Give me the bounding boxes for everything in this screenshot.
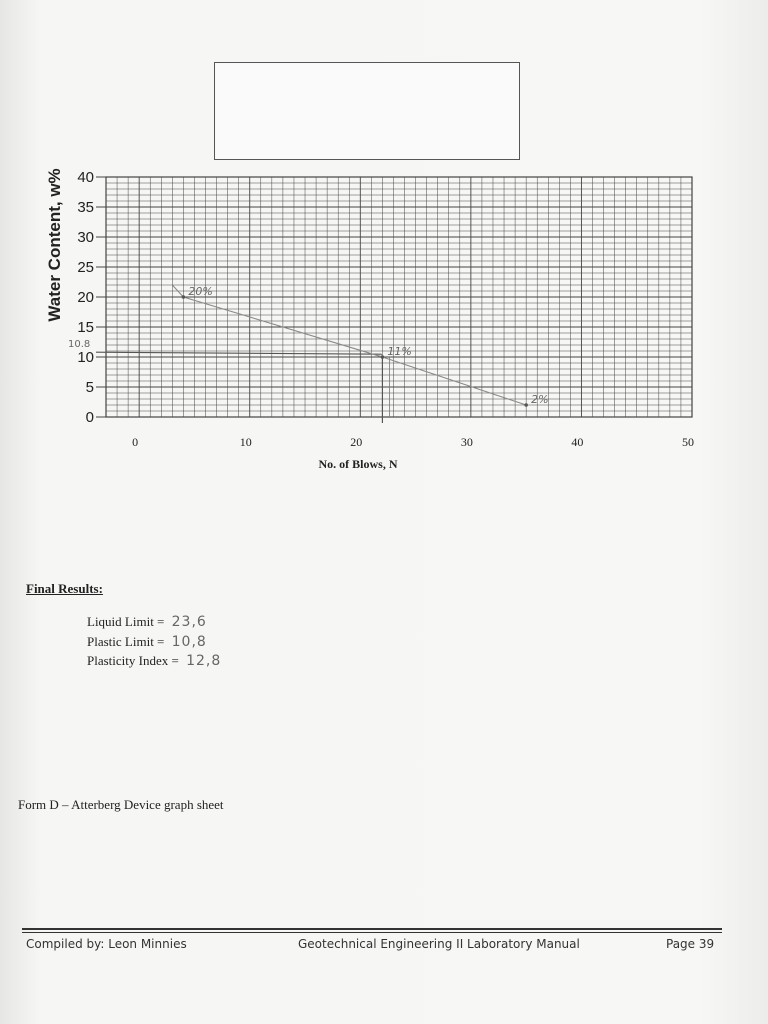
- x-tick-label: 50: [682, 435, 694, 449]
- x-tick-label: 10: [239, 435, 252, 449]
- y-tick-label: 30: [77, 229, 94, 246]
- x-axis-label: No. of Blows, N: [318, 457, 398, 471]
- plasticity-index-row: [87, 653, 221, 669]
- plastic-limit-value: 10,8: [171, 634, 207, 650]
- data-point: [182, 295, 186, 299]
- plasticity-index-value: 12,8: [186, 653, 222, 669]
- x-tick-label: 20: [350, 435, 363, 449]
- plastic-limit-row: [87, 634, 207, 650]
- y-tick-label: 25: [77, 259, 94, 276]
- footer-compiled-by: Compiled by: Leon Minnies: [26, 937, 187, 951]
- final-results: [26, 581, 103, 597]
- liquid-limit-row: [87, 614, 207, 630]
- liquid-limit-label: Liquid Limit =: [87, 614, 165, 629]
- data-point: [381, 355, 385, 359]
- form-caption: Form D – Atterberg Device graph sheet: [18, 797, 224, 812]
- y-tick-label: 0: [85, 409, 94, 426]
- data-point-label: 11%: [387, 345, 412, 358]
- y-tick-label: 10: [77, 349, 94, 366]
- y-tick-label: 5: [85, 379, 94, 396]
- plasticity-index-label: Plasticity Index =: [87, 653, 179, 668]
- y-tick-label: 35: [77, 199, 94, 216]
- y-axis-label: Water Content, w%: [45, 168, 64, 322]
- footer-rule: [22, 928, 722, 930]
- y-tick-label: 20: [77, 289, 94, 306]
- footer-rule-thin: [22, 932, 722, 933]
- data-point: [524, 403, 528, 407]
- data-point-label: 2%: [531, 393, 549, 406]
- plastic-limit-annotation: 10.8: [68, 339, 91, 351]
- liquid-limit-value: 23,6: [171, 614, 207, 630]
- x-tick-label: 0: [132, 435, 139, 449]
- footer-manual-title: Geotechnical Engineering II Laboratory Manual: [298, 937, 580, 951]
- empty-result-box: [214, 62, 520, 160]
- results-title: Final Results:: [26, 581, 103, 596]
- x-tick-label: 30: [460, 435, 473, 449]
- y-tick-label: 15: [77, 319, 94, 336]
- data-point-label: 20%: [188, 285, 213, 298]
- atterberg-chart: [0, 150, 768, 480]
- chart-plot: [68, 285, 549, 423]
- plastic-limit-label: Plastic Limit =: [87, 634, 165, 649]
- y-tick-label: 40: [77, 169, 94, 186]
- footer-page-number: Page 39: [666, 937, 715, 951]
- x-tick-label: 40: [571, 435, 584, 449]
